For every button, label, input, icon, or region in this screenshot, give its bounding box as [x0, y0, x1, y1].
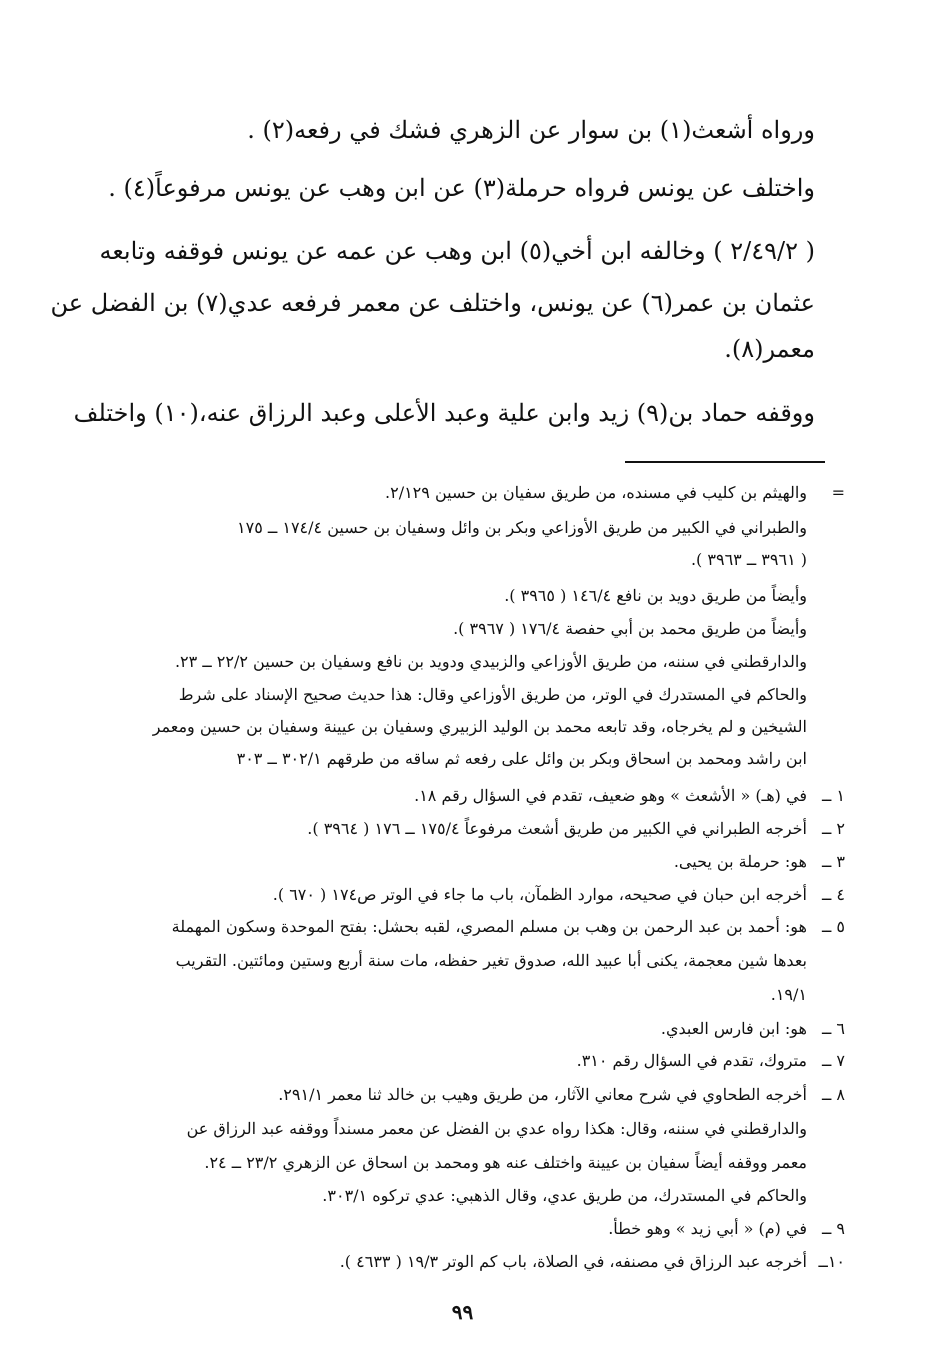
main-text-line-6: ووقفه حماد بن(٩) زيد وابن علية وعبد الأعلى وعبد الرزاق عنه،(١٠) واختلف	[73, 399, 815, 427]
footnote-text: وأيضاً من طريق محمد بن أبي حفصة ١٧٦/٤ ( ٣٩٦٧ ).	[453, 619, 807, 638]
footnote-text: في (هـ) « الأشعث » وهو ضعيف، تقدم في السؤال رقم ١٨.	[414, 786, 807, 805]
footnote-text: والدارقطني في سننه، من طريق الأوزاعي والزبيدي ودويد بن نافع وسفيان بن حسين ٢٢/٢ ــ ٢٣.	[174, 652, 807, 671]
footnote-text: أخرجه ابن حبان في صحيحه، موارد الظمآن، باب ما جاء في الوتر ص١٧٤ ( ٦٧٠ ).	[272, 885, 807, 904]
footnote-number: ١ ــ	[821, 786, 845, 805]
footnote-text: معمر ووقفه أيضاً سفيان بن عيينة واختلف عنه هو ومحمد بن اسحاق عن الزهري ٢٣/٢ ــ ٢٤.	[204, 1153, 807, 1172]
footnote-number: ٩ ــ	[821, 1219, 845, 1238]
footnote-text: والحاكم في المستدرك في الوتر، من طريق الأوزاعي وقال: هذا حديث صحيح الإسناد على شرط	[178, 685, 807, 704]
continuation-mark: =	[831, 483, 845, 502]
page-number: ٩٩	[451, 1300, 474, 1324]
footnote-text: هو: أحمد بن عبد الرحمن بن وهب بن مسلم المصري، لقبه بحشل: بفتح الموحدة وسكون المهملة	[171, 917, 807, 936]
footnote-text: والدارقطني في سننه، وقال: هكذا رواه عدي بن الفضل عن معمر مسنداً ووقفه عبد الرزاق عن	[186, 1119, 807, 1138]
footnote-text: أخرجه عبد الرزاق في مصنفه، في الصلاة، باب كم الوتر ١٩/٣ ( ٤٦٣٣ ).	[339, 1252, 807, 1271]
footnote-text: والحاكم في المستدرك، من طريق عدي، وقال الذهبي: عدي تركوه ٣٠٣/١.	[322, 1186, 807, 1205]
main-text-line-2: واختلف عن يونس فرواه حرملة(٣) عن ابن وهب عن يونس مرفوعاً(٤) .	[108, 174, 815, 202]
footnote-text: أخرجه الطبراني في الكبير من طريق أشعث مرفوعاً ١٧٥/٤ ــ ١٧٦ ( ٣٩٦٤ ).	[307, 819, 807, 838]
footnote-text: هو: ابن فارس العبدي.	[660, 1019, 807, 1038]
footnote-text: في (م) « أبي زيد » وهو خطأ.	[608, 1219, 807, 1238]
footnote-number: ١٠ــ	[818, 1252, 845, 1271]
main-text-line-3: ( ٢/٤٩/٢ ) وخالفه ابن أخي(٥) ابن وهب عن عمه عن يونس فوقفه وتابعه	[99, 237, 815, 265]
footnote-number: ٧ ــ	[821, 1051, 845, 1070]
footnote-text: متروك، تقدم في السؤال رقم ٣١٠.	[576, 1051, 807, 1070]
footnote-text: أخرجه الطحاوي في شرح معاني الآثار، من طريق وهيب بن خالد ثنا معمر ٢٩١/١.	[278, 1085, 807, 1104]
footnote-text: والطبراني في الكبير من طريق الأوزاعي وبكر بن وائل وسفيان بن حسين ١٧٤/٤ ــ ١٧٥	[237, 518, 807, 537]
footnote-text: ( ٣٩٦١ ــ ٣٩٦٣ ).	[690, 550, 807, 569]
footnote-text: الشيخين و لم يخرجاه، وقد تابعه محمد بن الوليد الزبيري وسفيان بن عيينة وسفيان بن حسين ومعمر	[152, 717, 807, 736]
footnote-number: ٣ ــ	[821, 852, 845, 871]
footnote-text: ١٩/١.	[770, 985, 807, 1004]
footnote-number: ٦ ــ	[821, 1019, 845, 1038]
footnote-text: هو: حرملة بن يحيى.	[673, 852, 807, 871]
main-text-line-1: ورواه أشعث(١) بن سوار عن الزهري فشك في رفعه(٢) .	[247, 116, 815, 144]
footnote-text: والهيثم بن كليب في مسنده، من طريق سفيان بن حسين ٢/١٢٩.	[385, 483, 807, 502]
footnote-number: ٤ ــ	[821, 885, 845, 904]
footnote-separator	[625, 461, 825, 463]
main-text-line-5: معمر(٨).	[724, 335, 815, 363]
footnote-text: وأيضاً من طريق دويد بن نافع ١٤٦/٤ ( ٣٩٦٥ ).	[504, 586, 807, 605]
main-text-line-4: عثمان بن عمر(٦) عن يونس، واختلف عن معمر فرفعه عدي(٧) بن الفضل عن	[50, 289, 815, 317]
footnote-number: ٥ ــ	[821, 917, 845, 936]
footnote-text: بعدها شين معجمة، يكنى أبا عبيد الله، صدوق تغير حفظه، مات سنة أربع وستين ومائتين. التقريب	[175, 951, 807, 970]
footnote-number: ٢ ــ	[821, 819, 845, 838]
footnote-text: ابن راشد ومحمد بن اسحاق وبكر بن وائل على رفعه ثم ساقه من طرقهم ٣٠٢/١ ــ ٣٠٣	[236, 749, 807, 768]
footnote-number: ٨ ــ	[821, 1085, 845, 1104]
